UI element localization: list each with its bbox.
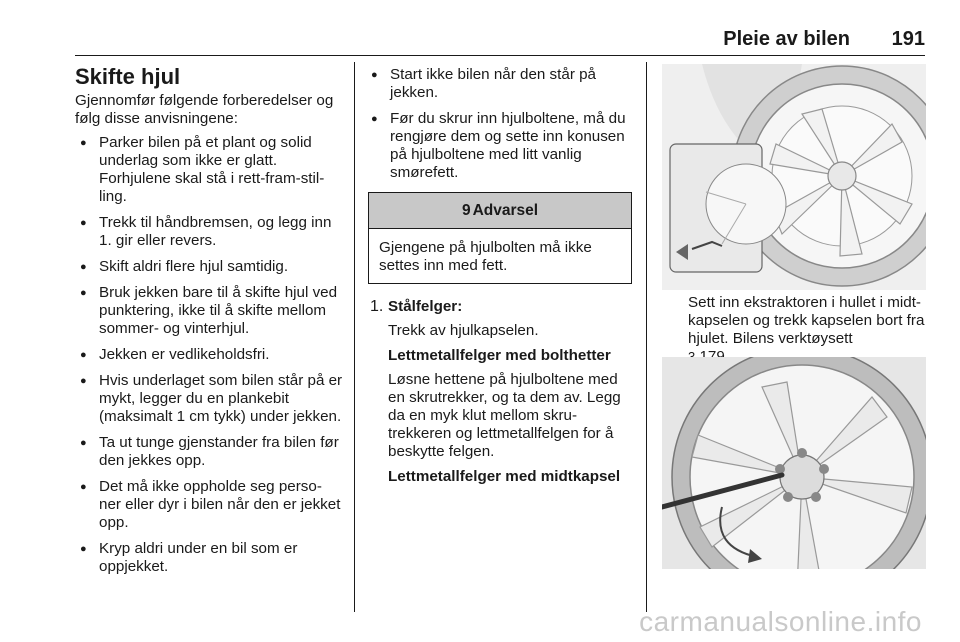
column-divider [646,62,647,612]
list-item: ● Jekken er vedlikeholdsfri. [75,346,347,364]
warning-box [368,192,632,284]
column-middle [366,64,636,486]
step-label: Stålfelger: [388,298,463,315]
intro-text: Gjennomfør følgende forberedelser og følg disse anvisningene: [75,92,334,127]
list-item: ● Trekk til håndbremsen, og legg inn 1. gir eller revers. [75,214,347,250]
list-item: ● Skift aldri flere hjul samtidig. [75,258,347,276]
step-text: Trekk av hjulkapselen. [388,322,539,339]
list-item: ● Kryp aldri under en bil som er oppjekket. [75,540,347,576]
preparation-list [75,134,347,576]
warning-text: Gjengene på hjulbolten må ikke settes inn med fett. [379,239,592,274]
section-heading: Skifte hjul [75,64,181,89]
bolt-caps-text: Løsne hettene på hjulboltene med en skrutrekker, og ta dem av. Legg da en myk klut mellom skru- trekkeren og lettmetallfelgen for å beskytte felgen. [388,371,621,460]
figure-bolt-cap-removal [662,357,926,569]
figure-caption [688,294,928,366]
step-number: 1. [370,298,384,315]
preparation-list-continued [366,66,636,182]
header-rule [75,55,925,56]
warning-icon: 9 [461,202,471,219]
watermark: carmanualsonline.info [639,606,922,637]
page-header [75,28,925,54]
header-title: Pleie av bilen [723,28,850,50]
list-item: ● Før du skrur inn hjulboltene, må du rengjøre dem og sette inn konusen på hjulboltene med litt vanlig smørefett. [366,110,636,182]
figure-hubcap-removal [662,64,926,290]
column-left [75,64,347,584]
list-item: ● Bruk jekken bare til å skifte hjul ved punktering, ikke til å skifte mellom sommer- og vinterhjul. [75,284,347,338]
wheel-illustration [662,64,926,290]
alloy-wheel-illustration [662,357,926,569]
page-number: 191 [891,28,925,50]
list-item: ● Start ikke bilen når den står på jekken. [366,66,636,102]
list-item: ● Hvis underlaget som bilen står på er mykt, legger du en plankebit (maksimalt 1 cm tykk) under jekken. [75,372,347,426]
step-1 [366,298,636,486]
column-divider [354,62,355,612]
list-item: ● Parker bilen på et plant og solid underlag som ikke er glatt. Forhjulene skal stå i rett-fram-stil- ling. [75,134,347,206]
subheading-center-cap: Lettmetallfelger med midtkapsel [388,468,621,485]
caption-text: Sett inn ekstraktoren i hullet i midt- kapselen og trekk kapselen bort fra hjulet. Bilens verktøysett [688,294,925,347]
list-item: ● Ta ut tunge gjenstander fra bilen før den jekkes opp. [75,434,347,470]
subheading-bolt-caps: Lettmetallfelger med bolthetter [388,347,611,364]
warning-header [369,193,631,229]
list-item: ● Det må ikke oppholde seg perso- ner eller dyr i bilen når den er jekket opp. [75,478,347,532]
warning-title: Advarsel [472,202,539,219]
